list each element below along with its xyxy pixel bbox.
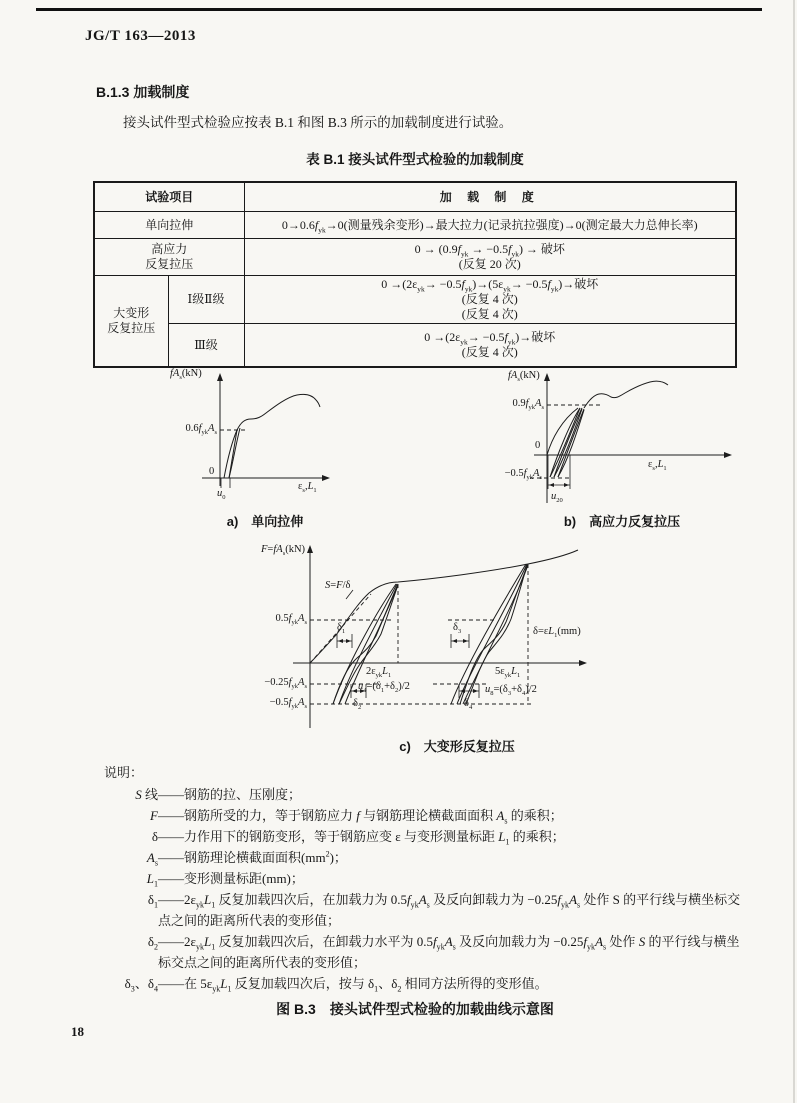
loading-regime-table [93,181,737,368]
fig-c-stiffness-line-label: S=F/δ [325,580,351,591]
fig-c-y-axis-label: $F=fA_s(kN)$ [261,544,306,558]
fig-a-origin-label: 0 [209,466,215,477]
table-row-large-deformation-grade12 [94,276,736,324]
fig-c-x-axis-label: $\delta=\varepsilon L_1(mm)$ [533,626,581,640]
legend-item-s-line [104,784,752,805]
fig-a-y-axis-label: $fA_s(kN)$ [170,368,202,382]
legend-term: $L_1$ [146,871,158,889]
fig-c-tick-neg05fyk: $-0.5f_{yk}A_s$ [269,697,307,711]
legend-item-delta2 [104,931,752,973]
page-number: 18 [71,1024,84,1039]
cell-grade3-regime [244,324,736,368]
large-deformation-label-line1: 大变形 [113,306,150,320]
large-deformation-cyclic-curve-chart [233,542,615,742]
legend-item-delta3-delta4 [104,973,752,994]
figure-c-large-deformation-cyclic [233,542,615,742]
legend-item-force [104,805,752,826]
legend-item-gauge-length [104,868,752,889]
large-deformation-label-line2: 反复拉压 [107,321,156,335]
legend-desc: $——2\varepsilon_{yk}L_1$ 反复加载四次后，在加载力为 $0.5f_{yk}A_s$ 及反向卸载力为 $-0.25f_{yk}A_s$ 处作 S 的平行线与横坐标交点之间的距离所代表的变形值； [158,892,741,928]
high-stress-cyclic-curve-chart [490,368,745,510]
table-row-high-stress [94,239,736,276]
legend-term: δ [151,829,158,844]
cell-grade12-label: Ⅰ级Ⅱ级 [168,276,244,324]
high-stress-regime-line1: $0 \to (0.9f_{yk} \to -0.5f_{yk})$ → 破坏 [414,242,565,259]
table-header-row [94,182,736,212]
scan-edge-right [793,0,795,1103]
fig-c-u4-label: $u_4=(\delta_1+\delta_2)/2$ [358,681,410,695]
legend-desc: ——钢筋的拉、压刚度； [158,787,302,802]
document-standard-number: JG/T 163—2013 [85,28,196,44]
legend-term: $\delta_3$、$\delta_4$ [124,976,158,994]
header-cell-test-item: 试验项目 [94,182,244,212]
grade12-repeat-b: (反复 4 次) [461,307,518,321]
grade3-regime-line1: $0 \to(2\varepsilon_{yk}\to -0.5f_{yk})\to$破坏 [424,330,556,347]
figure-c-caption: c) 大变形反复拉压 [399,739,515,754]
table-title: 表 B.1 接头试件型式检验的加载制度 [306,152,524,167]
legend-desc: $——2\varepsilon_{yk}L_1$ 反复加载四次后，在卸载力水平为 $0.5f_{yk}A_s$ 及反向加载力为 $-0.25f_{yk}A_s$ 处作 S 的平行线与横坐标交点之间的距离所代表的变形值； [158,934,740,970]
fig-b-u20-label: $u_{20}$ [551,491,563,505]
scan-edge-top [36,8,762,11]
cell-large-deformation-label [94,276,168,368]
cell-high-stress-label [94,239,244,276]
fig-b-y-axis-label: $fA_s(kN)$ [508,370,540,384]
fig-c-tick-neg025fyk: $-0.25f_{yk}A_s$ [264,677,307,691]
legend-term: F [150,808,158,823]
figure-b-high-stress-cyclic [490,368,745,510]
fig-a-tick-06fyk: $0.6f_{yk}A_s$ [185,423,217,437]
figure-a-uniaxial-tension [168,368,343,514]
cell-high-stress-regime [244,239,736,276]
legend-block [104,762,752,994]
fig-b-origin-label: 0 [535,440,541,451]
table-row-large-deformation-grade3 [94,324,736,368]
fig-b-tick-09fyk: $0.9f_{yk}A_s$ [512,398,544,412]
fig-a-x-axis-label: $\varepsilon_s,L_1$ [298,481,317,495]
legend-item-area [104,847,752,868]
header-cell-loading-regime: 加 载 制 度 [244,182,736,212]
grade3-regime-line2: (反复 4 次) [461,345,518,359]
cell-uniaxial-label: 单向拉伸 [94,212,244,239]
legend-desc: ——变形测量标距(mm)； [158,871,304,886]
table-row-uniaxial [94,212,736,239]
grade12-regime-line1: $0 \to(2\varepsilon_{yk}\to -0.5f_{yk})\to(5\varepsilon_{yk}\to -0.5f_{yk})\to$破坏 [381,277,599,294]
fig-c-u8-label: $u_8=(\delta_3+\delta_4)/2$ [485,684,537,698]
high-stress-label-line2: 反复拉压 [145,257,194,271]
legend-desc: ——在 $5\varepsilon_{yk}L_1$ 反复加载四次后，按与 $\delta_1$、$\delta_2$ 相同方法所得的变形值。 [158,976,548,994]
fig-c-delta1-label: $\delta_1$ [337,622,346,636]
legend-item-delta [104,826,752,847]
fig-c-5eyk-label: $5\varepsilon_{yk}L_1$ [495,666,521,680]
grade12-regime-line2 [247,292,734,322]
cell-grade3-label: Ⅲ级 [168,324,244,368]
legend-term: $\delta_1$ [147,892,158,910]
fig-c-tick-05fyk: $0.5f_{yk}A_s$ [275,613,307,627]
fig-c-delta2-label: $\delta_2$ [353,698,362,712]
figure-b-caption: b) 高应力反复拉压 [563,514,681,529]
high-stress-regime-line2: (反复 20 次) [458,257,521,271]
figure-b3-caption: 图 B.3 接头试件型式检验的加载曲线示意图 [276,1001,554,1017]
legend-term: S 线 [135,787,158,802]
high-stress-label-line1: 高应力 [151,242,188,256]
legend-title: 说明： [104,765,144,780]
fig-b-x-axis-label: $\varepsilon_s,L_1$ [648,459,667,473]
legend-term: $A_s$ [146,850,158,868]
cell-grade12-regime [244,276,736,324]
section-heading: B.1.3 加载制度 [96,84,190,100]
legend-item-delta1 [104,889,752,931]
legend-desc: ——钢筋理论横截面面积$(mm^2)$； [158,849,347,865]
fig-b-tick-neg05fyk: $-0.5f_{yk}A_s$ [504,468,542,482]
cell-uniaxial-regime: $0\to 0.6f_{yk}\to 0$(测量残余变形)→最大拉力(记录抗拉强度)→0(测定最大力总伸长率) [244,212,736,239]
fig-a-u0-label: $u_0$ [217,488,226,502]
fig-c-delta3-label: $\delta_3$ [453,622,462,636]
grade12-repeat-a: (反复 4 次) [461,292,518,306]
legend-desc: ——钢筋所受的力，等于钢筋应力 f 与钢筋理论横截面面积 $A_s$ 的乘积； [158,808,563,826]
legend-term: $\delta_2$ [147,934,158,952]
fig-c-2eyk-label: $2\varepsilon_{yk}L_1$ [366,666,392,680]
body-paragraph: 接头试件型式检验应按表 B.1 和图 B.3 所示的加载制度进行试验。 [123,115,513,130]
figure-a-caption: a) 单向拉伸 [226,514,304,529]
legend-desc: ——力作用下的钢筋变形，等于钢筋应变 ε 与变形测量标距 $L_1$ 的乘积； [158,829,565,847]
uniaxial-tension-curve-chart [168,368,343,514]
fig-c-delta4-label: $\delta_4$ [464,698,473,712]
